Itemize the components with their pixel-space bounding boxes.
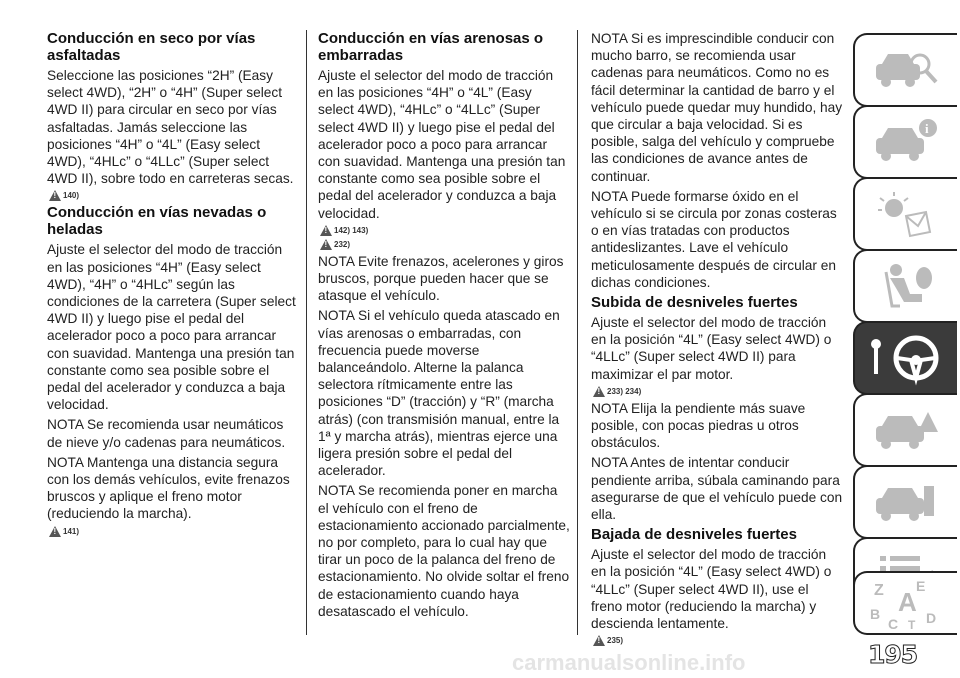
key-steering-wheel-icon (866, 330, 946, 386)
svg-text:B: B (870, 606, 881, 622)
car-search-icon (866, 42, 946, 98)
caution-ref-number: 235) (607, 636, 624, 646)
note: NOTA Si es imprescindible conducir con mucho barro, se recomienda usar cadenas para neumáticos. Como no es fácil determinar la cantidad de barro y el vehículo puede quedar muy hundido, hay que circular a baja velocidad. Si es posible, salga del vehículo y compruebe las condiciones de avance antes de continuar. (591, 31, 843, 184)
warning-lights-icon (866, 186, 946, 242)
note: NOTA Evite frenazos, acelerones y giros bruscos, porque pueden hacer que se atasque el vehículo. (318, 253, 564, 304)
tab-car-info[interactable] (853, 105, 957, 179)
heading-steep-downhill: Bajada de desniveles fuertes (591, 526, 797, 544)
tab-car-search[interactable] (853, 33, 957, 107)
seat-airbag-icon (866, 258, 946, 314)
tab-car-breakdown[interactable] (853, 393, 957, 467)
page-number: 195 (868, 640, 918, 669)
caution-ref (593, 635, 843, 646)
paragraph: Ajuste el selector del modo de tracción en las posiciones “4H” (Easy select 4WD), “4H” o “4HLc” según las condiciones de la carretera (Super select 4WD II) y luego pise el pedal del acelerador poco a poco para arrancar con suavidad. Mantenga una presión tan constante como sea posible sobre el pedal del acelerador y conduzca a baja velocidad. (47, 242, 296, 413)
heading-snow-ice: Conducción en vías nevadas o heladas (47, 204, 267, 239)
note: NOTA Si el vehículo queda atascado en vías arenosas o embarradas, con frecuencia puede moverse balanceándolo. Alterne la palanca selectora rítmicamente entre las posiciones “D” (tracción) y “R” (marcha atrás) (con transmisión manual, entre la 1ª y marcha atrás), mientras ejerce una ligera presión sobre el pedal del acelerador. (318, 308, 560, 479)
column-2 (318, 30, 570, 623)
warning-triangle-icon (49, 526, 61, 537)
svg-text:Z: Z (874, 582, 884, 599)
warning-ref (49, 526, 297, 537)
note: NOTA Antes de intentar conducir pendiente arriba, súbala caminando para asegurarse de que el vehículo puede con ella. (591, 455, 843, 523)
caution-ref-number: 233) 234) (607, 386, 642, 396)
note: NOTA Se recomienda usar neumáticos de nieve y/o cadenas para neumáticos. (47, 417, 286, 450)
tab-warning-lights[interactable] (853, 177, 957, 251)
column-separator-1 (306, 30, 307, 635)
paragraph: Ajuste el selector del modo de tracción en las posiciones “4H” o “4L” (Easy select 4WD), “4HLc” o “4LLc” (Super select 4WD II) y luego pise el pedal del acelerador poco a poco para arrancar con suavidad. Mantenga una presión tan constante como sea posible sobre el pedal del acelerador y conduzca a baja velocidad. (318, 68, 566, 221)
column-1 (47, 30, 297, 540)
caution-ref (320, 239, 570, 250)
heading-steep-uphill: Subida de desniveles fuertes (591, 294, 798, 312)
svg-text:T: T (908, 618, 916, 631)
paragraph: Ajuste el selector del modo de tracción en la posición “4L” (Easy select 4WD) o “4LLc” (Super select 4WD II) para maximizar el par motor. (591, 315, 832, 382)
caution-triangle-icon (593, 386, 605, 397)
tab-car-maintenance[interactable] (853, 465, 957, 539)
note: NOTA Se recomienda poner en marcha el vehículo con el freno de estacionamiento accionado parcialmente, no por completo, para lo cual hay que tirar un poco de la palanca del freno de estacionamiento. No olvide soltar el freno de estacionamiento cuando haya desatascado el vehículo. (318, 483, 570, 619)
tab-key-steering-wheel[interactable] (853, 321, 957, 395)
note: NOTA Mantenga una distancia segura con los demás vehículos, evite frenazos bruscos y aplique el freno motor (reduciendo la marcha). (47, 454, 290, 522)
caution-ref-number: 232) (334, 239, 351, 249)
caution-triangle-icon (320, 239, 332, 250)
heading-sand-mud: Conducción en vías arenosas o embarradas (318, 30, 544, 64)
car-breakdown-icon (866, 402, 946, 458)
svg-text:A: A (898, 587, 917, 617)
column-separator-2 (577, 30, 578, 635)
svg-text:i: i (925, 121, 929, 136)
paragraph: Seleccione las posiciones “2H” (Easy select 4WD), “2H” o “4H” (Super select 4WD II) para circular en seco por vías asfaltadas. Jamás seleccione las posiciones “4H” o “4L” (Easy select 4WD), “4HLc” o “4LLc” (Super select 4WD II), sobre todo en carreteras secas. (47, 68, 294, 187)
svg-text:C: C (888, 616, 899, 631)
warning-ref (320, 225, 570, 236)
warning-triangle-icon (320, 225, 332, 236)
column-3 (591, 30, 843, 649)
svg-text:D: D (926, 610, 937, 626)
watermark: carmanualsonline.info (512, 650, 746, 675)
heading-dry-roads: Conducción en seco por vías asfaltadas (47, 30, 256, 64)
warning-ref-number: 142) 143) (334, 225, 369, 235)
caution-ref (593, 386, 843, 397)
tab-alphabet-index[interactable] (853, 571, 957, 635)
warning-ref (49, 190, 297, 201)
car-maintenance-icon (866, 474, 946, 530)
note: NOTA Elija la pendiente más suave posible, con pocas piedras u otros obstáculos. (591, 400, 806, 451)
tab-seat-airbag[interactable] (853, 249, 957, 323)
car-info-icon (866, 114, 946, 170)
paragraph: Ajuste el selector del modo de tracción en la posición “4L” (Easy select 4WD) o “4LLc” (Super select 4WD II), use el freno motor (reduciendo la marcha) y descienda lentamente. (591, 547, 832, 632)
warning-triangle-icon (49, 190, 61, 201)
warning-ref-number: 140) (63, 191, 80, 201)
note: NOTA Puede formarse óxido en el vehículo si se circula por zonas costeras o en vías tratadas con productos antideslizantes. Lave el vehículo meticulosamente después de circular en dichas condiciones. (591, 188, 837, 290)
warning-ref-number: 141) (63, 526, 80, 536)
caution-triangle-icon (593, 635, 605, 646)
svg-text:E: E (916, 578, 926, 594)
alphabet-index-icon (866, 575, 946, 631)
